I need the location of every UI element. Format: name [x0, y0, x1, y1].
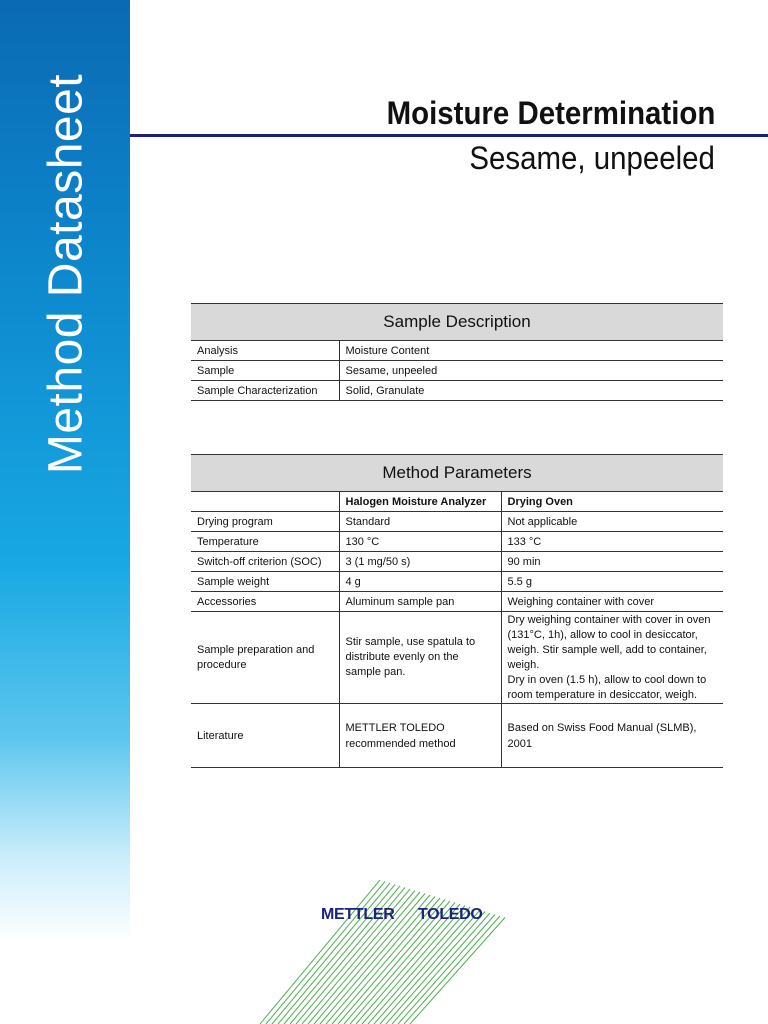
oven-value: Not applicable: [501, 512, 723, 532]
logo-mark-line: [386, 912, 485, 1024]
analyzer-value: 3 (1 mg/50 s): [339, 552, 501, 572]
table-row: [191, 512, 723, 532]
row-label: Sample preparation and procedure: [191, 612, 339, 704]
method-parameters-table: [191, 454, 723, 768]
oven-value: Weighing container with cover: [501, 592, 723, 612]
analyzer-value: Standard: [339, 512, 501, 532]
oven-value: Based on Swiss Food Manual (SLMB), 2001: [501, 704, 723, 768]
analyzer-value: 4 g: [339, 572, 501, 592]
row-value: Solid, Granulate: [339, 381, 723, 401]
oven-value: 5.5 g: [501, 572, 723, 592]
sample-description-heading: Sample Description: [191, 304, 723, 341]
analyzer-value: 130 °C: [339, 532, 501, 552]
column-header-empty: [191, 492, 339, 512]
row-value: Sesame, unpeeled: [339, 361, 723, 381]
sample-description-table: [191, 303, 723, 401]
header-rule: [130, 134, 768, 137]
table-row: [191, 341, 723, 361]
oven-procedure-line: Dry weighing container with cover in oven (131°C, 1h), allow to cool in desiccator, weigh. Stir sample well, add to container, weigh.: [507, 613, 711, 671]
column-header-oven: Drying Oven: [501, 492, 723, 512]
table-row: [191, 704, 723, 768]
document-title: Moisture Determination: [386, 95, 715, 131]
row-label: Switch-off criterion (SOC): [191, 552, 339, 572]
column-header-analyzer: Halogen Moisture Analyzer: [339, 492, 501, 512]
mettler-toledo-logo: [260, 880, 520, 1024]
row-label: Accessories: [191, 592, 339, 612]
column-header-row: [191, 492, 723, 512]
logo-mark-line: [272, 883, 390, 1024]
table-row: [191, 361, 723, 381]
logo-mark-line: [404, 916, 500, 1024]
table-row: [191, 572, 723, 592]
logo-mark-line: [398, 915, 495, 1024]
logo-word-right: TOLEDO: [418, 906, 483, 923]
table-row: [191, 532, 723, 552]
oven-value: 90 min: [501, 552, 723, 572]
logo-mark-line: [380, 910, 480, 1024]
document-subtitle: Sesame, unpeeled: [469, 140, 715, 176]
table-row: [191, 552, 723, 572]
sidebar-band: [0, 0, 130, 1024]
analyzer-value: Aluminum sample pan: [339, 592, 501, 612]
row-label: Literature: [191, 704, 339, 768]
sidebar-title: Method Datasheet: [39, 73, 93, 475]
row-label: Sample weight: [191, 572, 339, 592]
logo-word-left: METTLER: [321, 906, 395, 923]
oven-value: 133 °C: [501, 532, 723, 552]
row-label: Sample: [191, 361, 339, 381]
row-label: Sample Characterization: [191, 381, 339, 401]
analyzer-value: METTLER TOLEDO recommended method: [339, 704, 501, 768]
row-label: Analysis: [191, 341, 339, 361]
row-label: Temperature: [191, 532, 339, 552]
row-label: Drying program: [191, 512, 339, 532]
logo-mark-line: [374, 909, 475, 1024]
method-parameters-heading: Method Parameters: [191, 455, 723, 492]
row-value: Moisture Content: [339, 341, 723, 361]
oven-procedure-line: Dry in oven (1.5 h), allow to cool down to room temperature in desiccator, weigh.: [507, 673, 707, 701]
analyzer-value: Stir sample, use spatula to distribute evenly on the sample pan.: [339, 612, 501, 704]
logo-mark-line: [410, 918, 505, 1024]
table-row: [191, 381, 723, 401]
oven-value: [501, 612, 723, 704]
table-row: [191, 612, 723, 704]
table-row: [191, 592, 723, 612]
